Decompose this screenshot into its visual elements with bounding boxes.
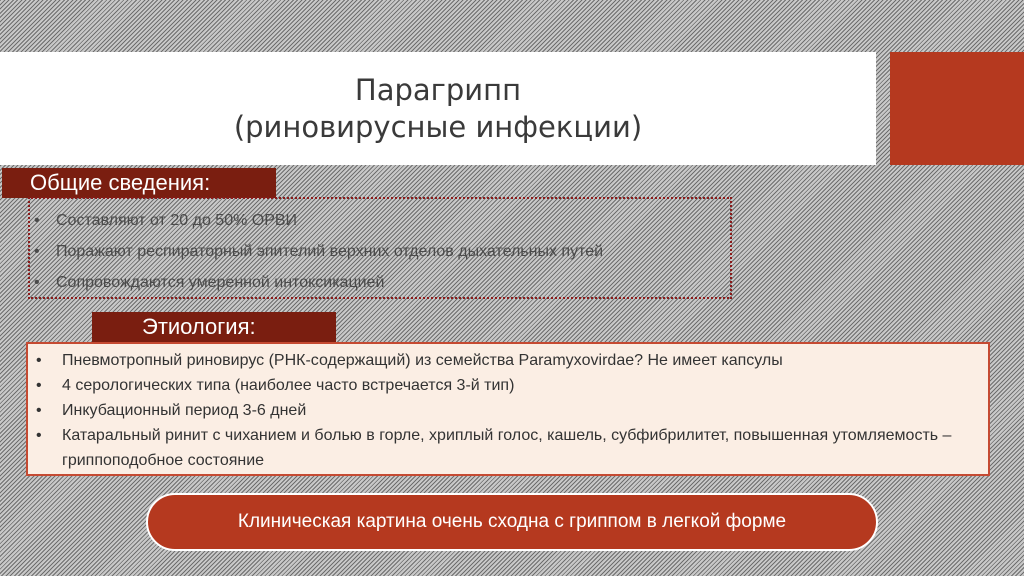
conclusion-banner: Клиническая картина очень сходна с гриппом в легкой форме xyxy=(146,493,878,551)
general-info-list xyxy=(30,205,730,298)
title-box xyxy=(0,52,876,165)
etiology-item: • 4 серологических типа (наиболее часто встречается 3-й тип) xyxy=(28,373,988,398)
etiology-item: • Пневмотропный риновирус (РНК-содержащий) из семейства Paramyxovirdae? Не имеет капсулы xyxy=(28,348,988,373)
general-info-box xyxy=(28,197,732,299)
general-info-item: • Поражают респираторный эпителий верхних отделов дыхательных путей xyxy=(30,236,730,267)
general-info-item: • Сопровождаются умеренной интоксикацией xyxy=(30,267,730,298)
general-info-header: Общие сведения: xyxy=(2,168,276,198)
etiology-header: Этиология: xyxy=(92,312,336,344)
etiology-item: • Инкубационный период 3-6 дней xyxy=(28,398,988,423)
title-line-2: (риновирусные инфекции) xyxy=(233,109,643,144)
title-line-1: Парагрипп xyxy=(354,72,522,107)
accent-block xyxy=(890,52,1024,165)
etiology-list xyxy=(28,348,988,473)
etiology-box xyxy=(26,342,990,476)
etiology-item: • Катаральный ринит с чиханием и болью в горле, хриплый голос, кашель, субфибрилитет, повышенная утомляемость – гриппоподобное состояние xyxy=(28,423,988,473)
general-info-item: • Составляют от 20 до 50% ОРВИ xyxy=(30,205,730,236)
